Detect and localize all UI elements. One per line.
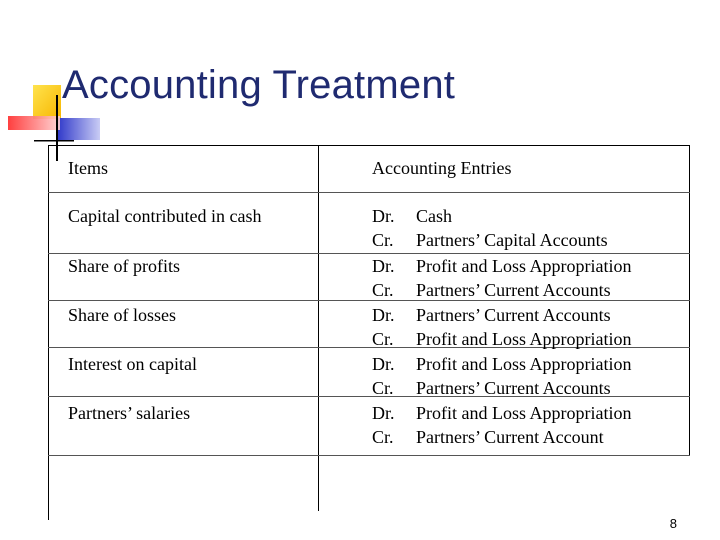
table-row-item: Capital contributed in cash [68, 206, 262, 226]
debit-entry: Dr. Cash [372, 206, 452, 226]
credit-entry: Cr. Partners’ Capital Accounts [372, 229, 608, 250]
table-row-entries [372, 402, 631, 449]
row-divider [48, 455, 690, 456]
accounting-table [48, 145, 690, 520]
table-row-item: Share of profits [68, 256, 180, 276]
credit-entry: Cr. Partners’ Current Accounts [372, 279, 611, 300]
page-number: 8 [669, 516, 677, 531]
table-row-entries [372, 304, 631, 351]
row-divider [48, 253, 690, 254]
table-row-entries [372, 255, 631, 302]
row-divider [48, 192, 690, 193]
table-row-item: Partners’ salaries [68, 403, 191, 423]
credit-entry: Cr. Partners’ Current Accounts [372, 377, 611, 398]
credit-entry: Cr. Profit and Loss Appropriation [372, 328, 632, 349]
column-divider [318, 145, 319, 511]
page-title: Accounting Treatment [62, 63, 456, 107]
table-row-item: Share of losses [68, 305, 176, 325]
debit-entry: Dr. Profit and Loss Appropriation [372, 256, 632, 276]
debit-entry: Dr. Partners’ Current Accounts [372, 305, 611, 325]
credit-entry: Cr. Partners’ Current Account [372, 426, 604, 447]
debit-entry: Dr. Profit and Loss Appropriation [372, 354, 632, 374]
table-row-item: Interest on capital [68, 354, 197, 374]
table-row-entries [372, 353, 631, 400]
table-top-border [48, 145, 690, 146]
debit-entry: Dr. Profit and Loss Appropriation [372, 403, 632, 423]
table-left-border [48, 145, 49, 520]
table-row-entries [372, 205, 608, 252]
header-items: Items [68, 158, 108, 178]
header-accounting-entries: Accounting Entries [372, 158, 512, 178]
